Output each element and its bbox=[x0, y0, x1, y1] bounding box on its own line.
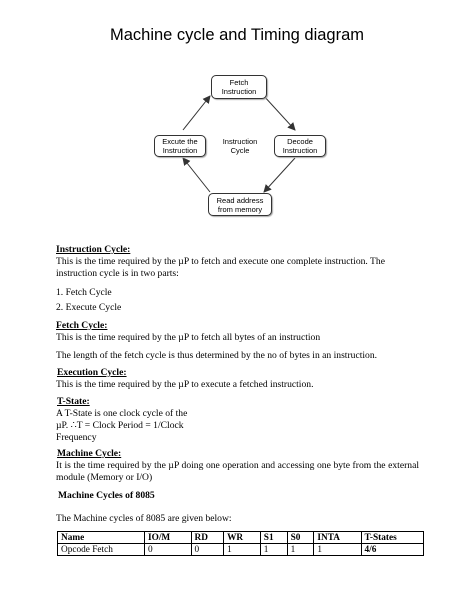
cell-io-m: 0 bbox=[145, 544, 192, 556]
arrow-decode-to-read bbox=[264, 158, 295, 192]
heading-machine-cycles-8085: Machine Cycles of 8085 bbox=[58, 490, 155, 501]
text-machine-cycle: It is the time required by the µP doing one operation and accessing one byte from the external module (Memory or I/O) bbox=[56, 460, 419, 483]
heading-t-state: T-State: bbox=[57, 396, 90, 407]
table-header-row bbox=[58, 532, 424, 544]
col-name: Name bbox=[58, 532, 145, 544]
col-t-states: T-States bbox=[361, 532, 424, 544]
cell-wr: 1 bbox=[224, 544, 261, 556]
arrow-fetch-to-decode bbox=[263, 95, 295, 130]
center-label-instruction-cycle: Instruction Cycle bbox=[222, 137, 258, 155]
heading-instruction-cycle: Instruction Cycle: bbox=[56, 244, 131, 255]
cell-rd: 0 bbox=[191, 544, 224, 556]
text-instruction-cycle: This is the time required by the µP to fetch and execute one complete instruction. The instruction cycle is in two parts: bbox=[56, 256, 385, 279]
list-item: 2. Execute Cycle bbox=[56, 302, 122, 313]
col-wr: WR bbox=[224, 532, 261, 544]
arrow-execute-to-fetch bbox=[183, 96, 210, 130]
col-io-m: IO/M bbox=[145, 532, 192, 544]
text-execution-cycle: This is the time required by the µP to execute a fetched instruction. bbox=[56, 379, 314, 390]
heading-fetch-cycle: Fetch Cycle: bbox=[56, 320, 108, 331]
text-t-state-2: µP. ∴T = Clock Period = 1/Clock bbox=[56, 420, 184, 431]
list-cycle-parts bbox=[56, 287, 419, 317]
page-title: Machine cycle and Timing diagram bbox=[109, 26, 365, 44]
text-fetch-cycle-2: The length of the fetch cycle is thus determined by the no of bytes in an instruction. bbox=[56, 350, 378, 361]
cell-t-states: 4/6 bbox=[361, 544, 424, 556]
list-item: 1. Fetch Cycle bbox=[56, 287, 112, 298]
text-t-state-3: Frequency bbox=[56, 432, 97, 443]
text-t-state-1: A T-State is one clock cycle of the bbox=[56, 408, 188, 419]
heading-machine-cycle: Machine Cycle: bbox=[57, 448, 122, 459]
col-inta: INTA bbox=[314, 532, 361, 544]
col-rd: RD bbox=[191, 532, 224, 544]
table-row bbox=[58, 544, 424, 556]
node-decode-instruction: Decode Instruction bbox=[274, 135, 326, 157]
col-s0: S0 bbox=[287, 532, 314, 544]
cell-inta: 1 bbox=[314, 544, 361, 556]
heading-execution-cycle: Execution Cycle: bbox=[57, 367, 127, 378]
node-execute-instruction: Excute the Instruction bbox=[154, 135, 206, 157]
arrow-read-to-execute bbox=[183, 158, 210, 192]
cell-name: Opcode Fetch bbox=[58, 544, 145, 556]
text-machine-cycles-intro: The Machine cycles of 8085 are given below: bbox=[56, 513, 232, 524]
cell-s0: 1 bbox=[287, 544, 314, 556]
col-s1: S1 bbox=[260, 532, 287, 544]
node-read-address: Read address from memory bbox=[208, 193, 272, 216]
node-fetch-instruction: Fetch Instruction bbox=[211, 75, 267, 99]
text-fetch-cycle-1: This is the time required by the µP to fetch all bytes of an instruction bbox=[56, 332, 321, 343]
machine-cycles-table bbox=[57, 531, 424, 556]
cell-s1: 1 bbox=[260, 544, 287, 556]
